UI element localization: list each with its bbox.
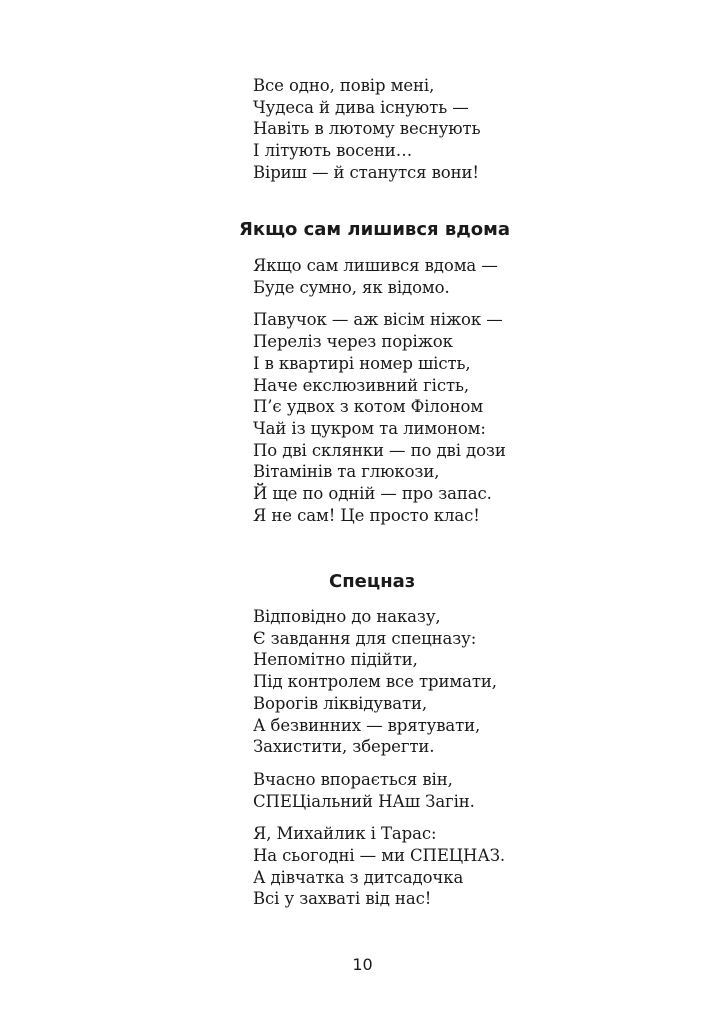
poem-line: По дві склянки — по дві дози [253, 440, 506, 460]
poem-line: Всі у захваті від нас! [253, 889, 432, 909]
poem-line: Чудеса й дива існують — [253, 97, 469, 117]
poem-line: Все одно, повір мені, [253, 76, 435, 95]
poem-line: І літують восени… [253, 141, 413, 161]
poem-line: Вітамінів та глюкози, [253, 462, 440, 482]
poem-line: Якщо сам лишився вдома — [253, 256, 498, 275]
poem-line: Наче екслюзивний гість, [253, 375, 470, 395]
poem-line: А безвинних — врятувати, [253, 715, 481, 735]
poem-line: І в квартирі номер шість, [253, 353, 471, 373]
poem-line: Я, Михайлик і Тарас: [253, 824, 437, 844]
poem-line: Захистити, зберегти. [253, 737, 435, 757]
poem-line: Під контролем все тримати, [253, 672, 497, 692]
poem-2-title: Якщо сам лишився вдома [239, 219, 510, 240]
poem-line: Відповідно до наказу, [253, 607, 441, 626]
poem-line: Буде сумно, як відомо. [253, 277, 450, 297]
poem-line: Віриш — й станутся вони! [253, 162, 479, 182]
poem-line: Чай із цукром та лимоном: [253, 418, 486, 438]
poem-line: Є завдання для спецназу: [253, 628, 477, 648]
stanza-gap [253, 812, 505, 823]
poem-2-body [253, 255, 506, 526]
poem-line: Переліз через поріжок [253, 332, 453, 352]
poem-line: Павучок — аж вісім ніжок — [253, 310, 503, 330]
poem-line: Вчасно впорається він, [253, 769, 453, 789]
poem-line: На сьогодні — ми СПЕЦНАЗ. [253, 846, 506, 866]
stanza-gap [253, 758, 505, 769]
poem-1-body [253, 75, 480, 184]
poem-line: Непомітно підійти, [253, 650, 418, 670]
poem-line: СПЕЦіальний НАш Загін. [253, 791, 475, 811]
poem-line: П’є удвох з котом Філоном [253, 397, 484, 417]
poem-line: Навіть в лютому веснують [253, 119, 481, 139]
poem-3-title: Спецназ [329, 571, 416, 592]
page-number: 10 [352, 955, 373, 974]
poem-line: Я не сам! Це просто клас! [253, 505, 480, 525]
poem-3-body [253, 606, 505, 910]
poem-line: Й ще по одній — про запас. [253, 484, 492, 504]
poem-line: Ворогів ліквідувати, [253, 693, 428, 713]
stanza-gap [253, 298, 506, 309]
poem-line: А дівчатка з дитсадочка [253, 867, 464, 887]
